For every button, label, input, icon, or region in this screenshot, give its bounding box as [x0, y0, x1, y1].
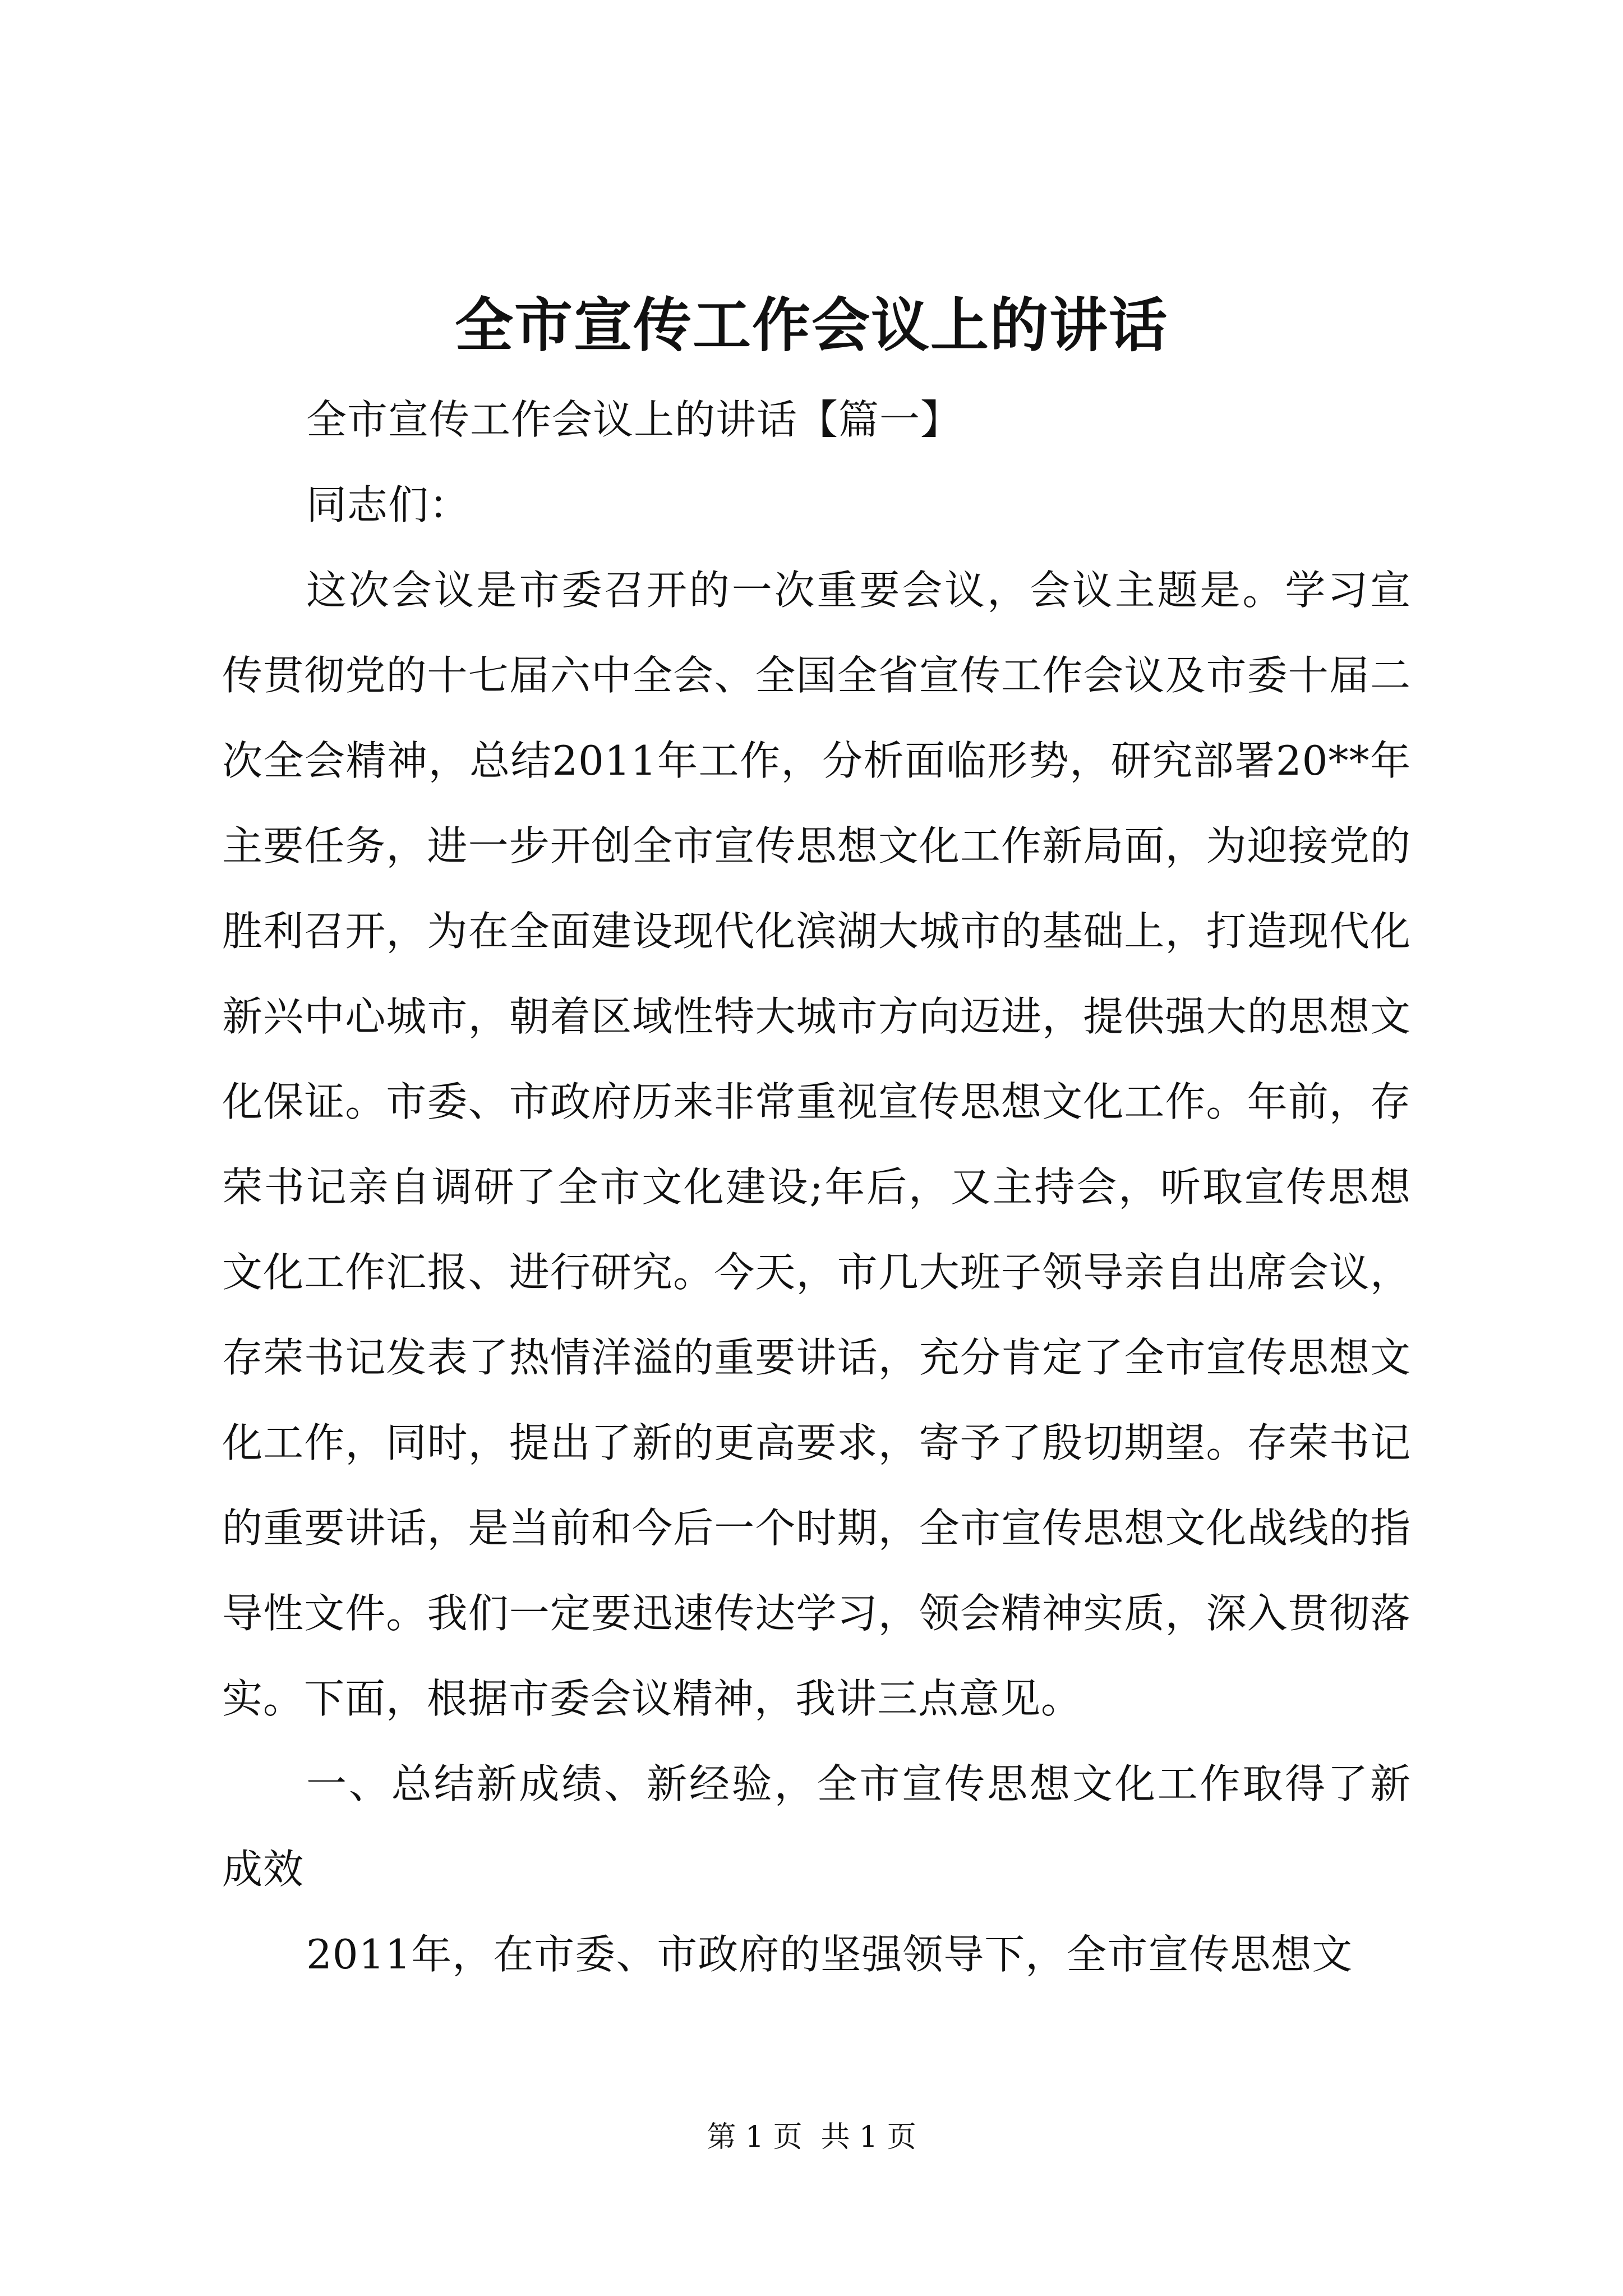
intro-paragraph: 这次会议是市委召开的一次重要会议，会议主题是。学习宣传贯彻党的十七届六中全会、全国全省宣传工作会议及市委十届二次全会精神，总结2011年工作，分析面临形势，研究部署20**年主要任务，进一步开创全市宣传思想文化工作新局面，为迎接党的胜利召开，为在全面建设现代化滨湖大城市的基础上，打造现代化新兴中心城市，朝着区域性特大城市方向迈进，提供强大的思想文化保证。市委、市政府历来非常重视宣传思想文化工作。年前，存荣书记亲自调研了全市文化建设;年后，又主持会，听取宣传思想文化工作汇报、进行研究。今天，市几大班子领导亲自出席会议，存荣书记发表了热情洋溢的重要讲话，充分肯定了全市宣传思想文化工作，同时，提出了新的更高要求，寄予了殷切期望。存荣书记的重要讲话，是当前和今后一个时期，全市宣传思想文化战线的指导性文件。我们一定要迅速传达学习，领会精神实质，深入贯彻落实。下面，根据市委会议精神，我讲三点意见。: [222, 567, 1411, 1722]
salutation-paragraph: 同志们：: [306, 481, 471, 528]
section-heading-paragraph: 一、总结新成绩、新经验，全市宣传思想文化工作取得了新成效: [222, 1760, 1411, 1893]
page-footer: 第 1 页 共 1 页: [707, 2120, 916, 2154]
section-body-paragraph: 2011年，在市委、市政府的坚强领导下，全市宣传思想文: [306, 1931, 1353, 1978]
subtitle-paragraph: 全市宣传工作会议上的讲话【篇一】: [306, 396, 962, 443]
document-body: [222, 377, 1411, 1997]
document-title: 全市宣传工作会议上的讲话: [454, 291, 1168, 360]
